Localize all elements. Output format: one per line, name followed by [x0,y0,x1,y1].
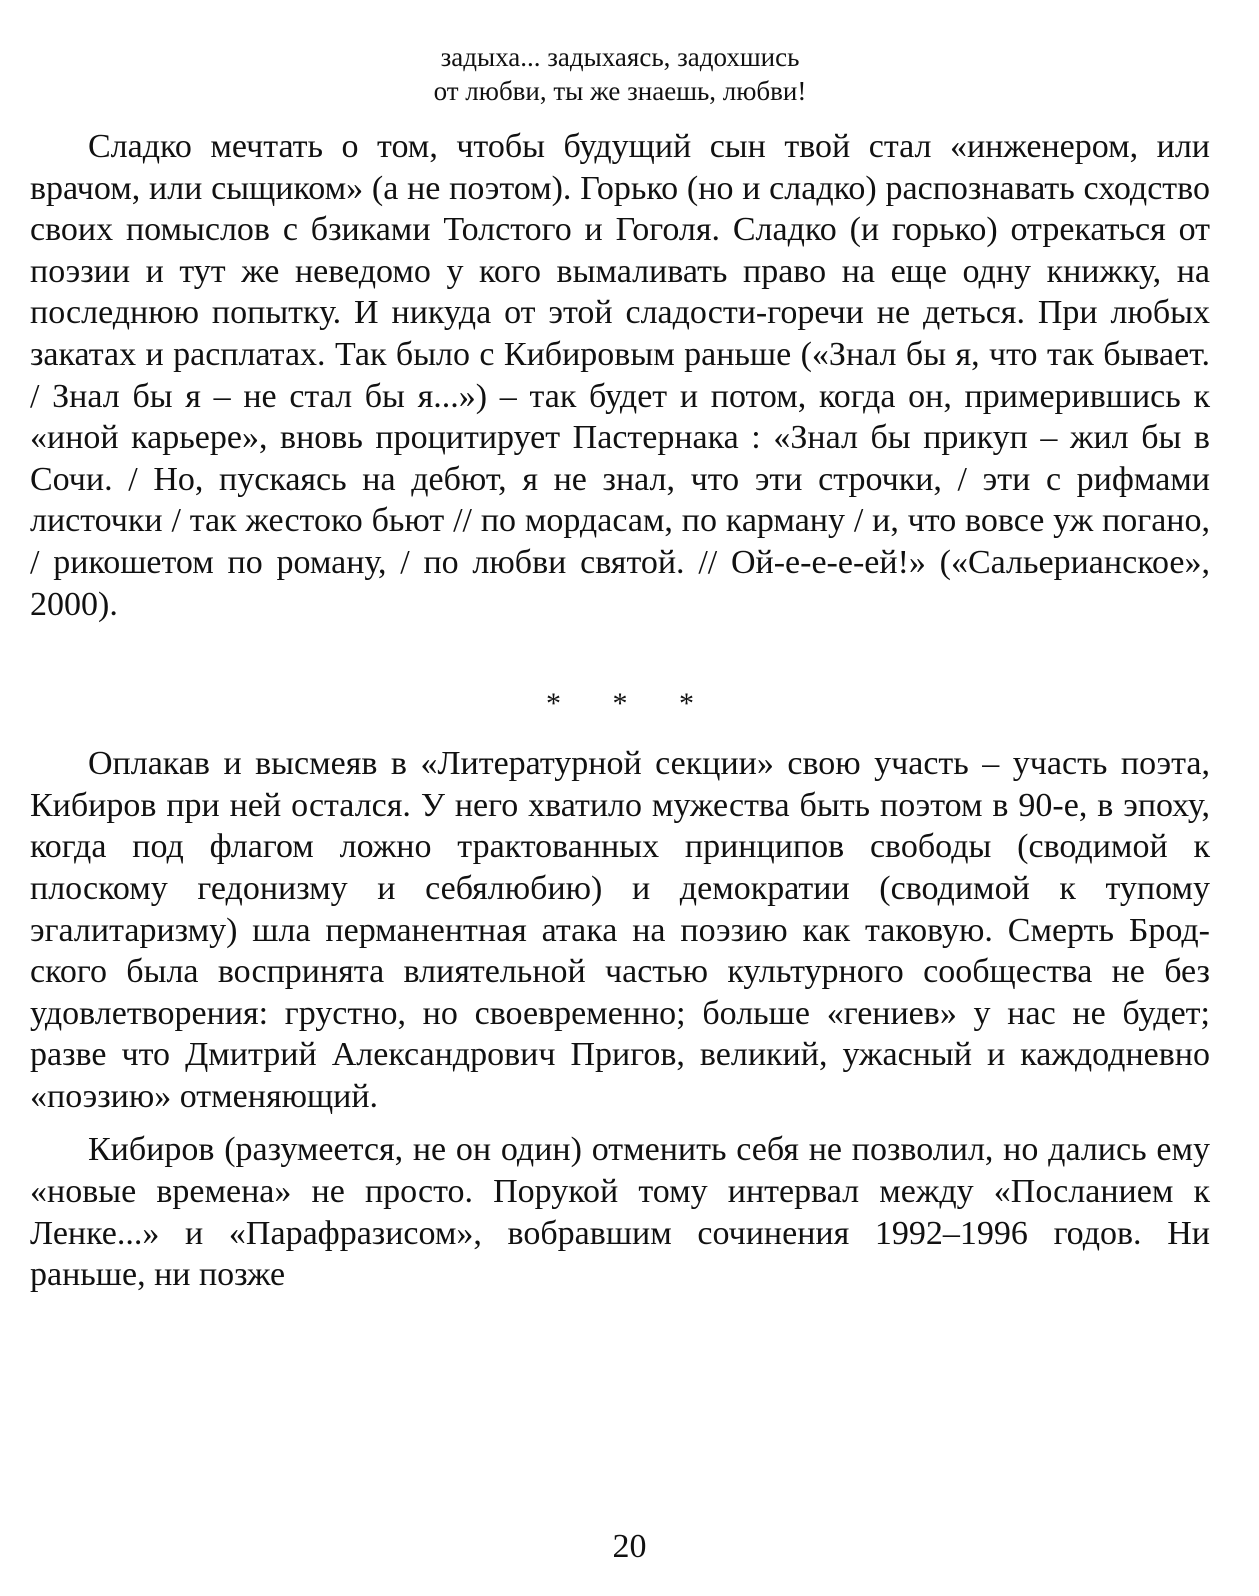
page-body [30,40,1210,1296]
page-number: 20 [612,1528,647,1565]
paragraph-1: Сладко мечтать о том, чтобы будущий сын твой стал «инженером, или врачом, или сыщиком» (а не поэтом). Горько (но и сладко) распознавать сходство своих помыслов с бзиками Толстого и Гоголя. Сладко (и горько) отрекаться от поэзии и тут же неведомо у кого вымаливать право на еще одну книжку, на последнюю попытку. И никуда от этой сладости-горечи не деться. При любых закатах и расплатах. Так было с Кибировым раньше («Знал бы я, что так бывает. / Знал бы я – не стал бы я...») – так будет и потом, когда он, примерившись к «иной карьере», вновь процитирует Пастернака : «Знал бы прикуп – жил бы в Сочи. / Но, пускаясь на дебют, я не знал, что эти строчки, / эти с рифмами листочки / так жестоко бьют // по мордасам, по карману / и, что вовсе уж погано, / рикошетом по роману, / по любви святой. // Ой-е-е-е-ей!» («Сальерианское», 2000). [30,128,1210,623]
section-separator: * * * [546,687,716,721]
paragraph-2: Оплакав и высмеяв в «Литературной секции» свою участь – участь поэта, Кибиров при ней остался. У него хватило мужества быть поэтом в 90-е, в эпоху, когда под флагом ложно трактованных принципов свободы (сводимой к плоскому гедонизму и себялюбию) и демократии (сводимой к тупому эгалитаризму) шла перманентная атака на поэзию как таковую. Смерть Бродского была воспринята влиятельной частью культурного сообщества не без удовлетворения: грустно, но своевременно; больше «гениев» у нас не будет; разве что Дмитрий Александрович Пригов, великий, ужасный и каждодневно «поэзию» отменяющий. [30,745,1210,1115]
paragraph-3: Кибиров (разумеется, не он один) отменить себя не позволил, но дались ему «новые времена» не просто. Порукой тому интервал между «Посланием к Ленке...» и «Парафразисом», вобравшим сочинения 1992–1996 годов. Ни раньше, ни позже [30,1131,1210,1294]
epigraph-line-2: от любви, ты же знаешь, любви! [433,76,807,106]
epigraph [30,40,1210,108]
epigraph-line-1: задыха... задыхаясь, задохшись [440,42,800,72]
